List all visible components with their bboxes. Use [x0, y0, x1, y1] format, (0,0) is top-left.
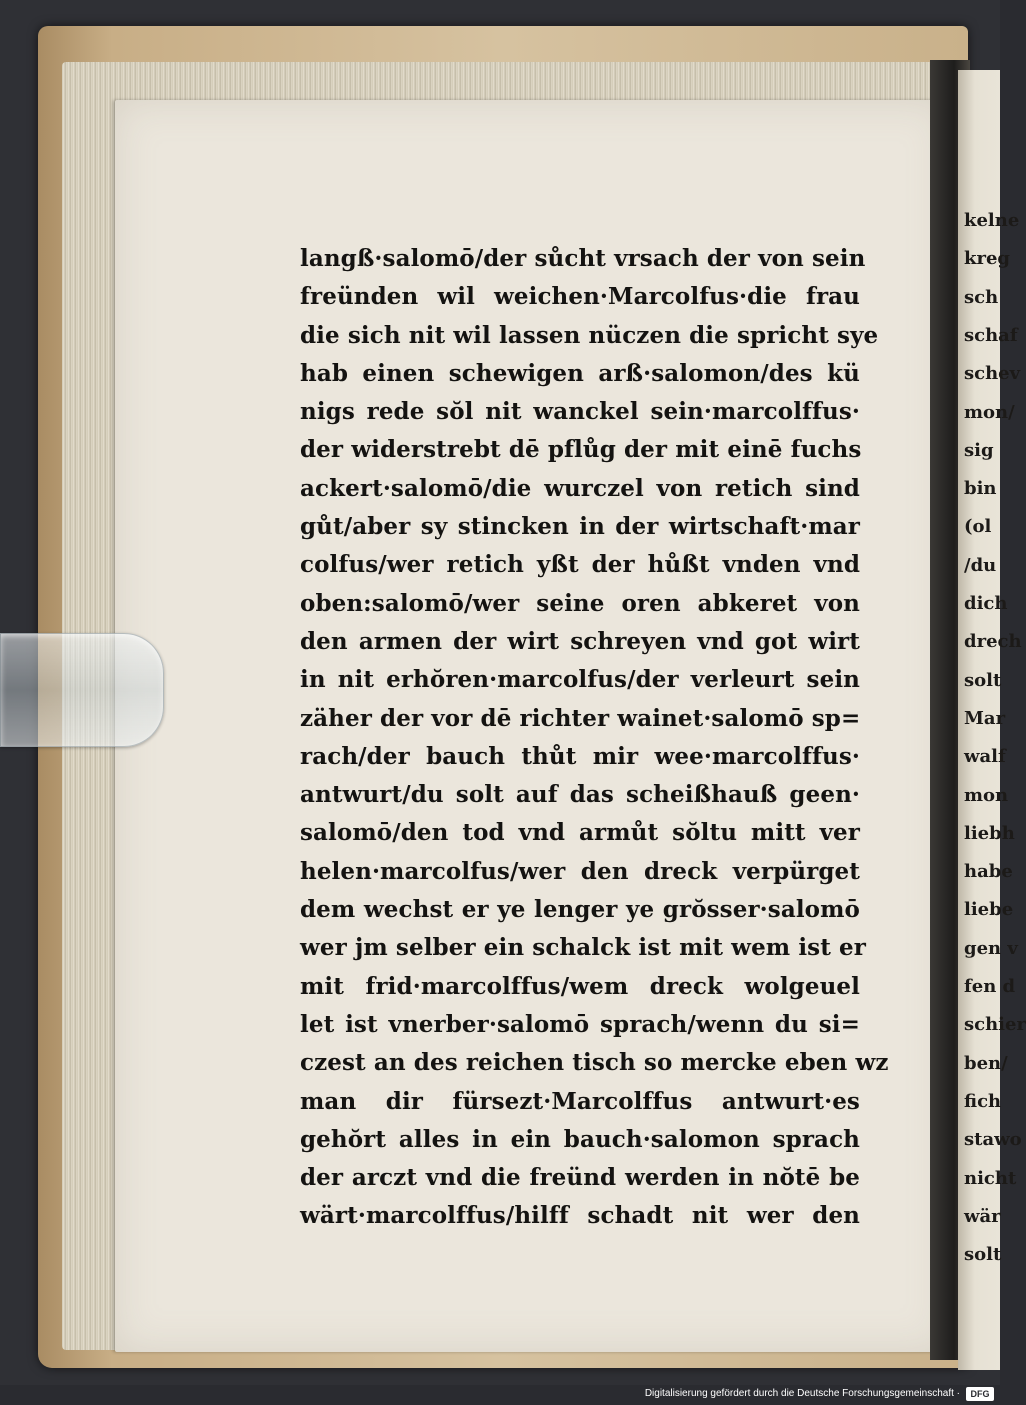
- right-page-fragment: solt: [964, 1244, 1002, 1266]
- right-page-fragment: fich: [964, 1090, 1002, 1112]
- text-line: antwurt/du solt auf das scheißhauß geen·: [300, 781, 860, 809]
- right-page-fragment: walf: [964, 746, 1006, 768]
- text-line: in nit erhŏren·marcolfus/der verleurt sein: [300, 666, 860, 694]
- text-line: let ist vnerber·salomō sprach/wenn du si=: [300, 1010, 860, 1038]
- right-page-fragment: liebh: [964, 822, 1015, 844]
- text-line: ackert·salomō/die wurczel von retich sind: [300, 474, 860, 502]
- right-page-fragment: dich: [964, 593, 1008, 614]
- right-page-fragment: drech: [964, 631, 1022, 653]
- text-line: rach/der bauch thůt mir wee·marcolffus·: [300, 742, 860, 770]
- text-line: nigs rede sŏl nit wanckel sein·marcolffus·: [300, 398, 860, 426]
- text-line: langß·salomō/der sůcht vrsach der von sein: [300, 245, 866, 272]
- right-page-fragment: habe: [964, 861, 1013, 883]
- text-line: mit frid·marcolffus/wem dreck wolgeuel: [300, 972, 860, 1000]
- text-line: gůt/aber sy stincken in der wirtschaft·mar: [300, 513, 860, 541]
- right-page-fragment: stawo: [964, 1129, 1022, 1151]
- text-line: wärt·marcolffus/hilff schadt nit wer den: [300, 1202, 860, 1230]
- text-line: salomō/den tod vnd armůt sŏltu mitt ver: [300, 819, 860, 847]
- right-page-fragment: mon/: [964, 401, 1015, 423]
- right-page-fragment: wär: [964, 1205, 1001, 1227]
- text-line: dem wechst er ye lenger ye grŏsser·salomō: [300, 896, 860, 924]
- page-clip: [0, 633, 164, 747]
- right-page-fragment: fen d: [964, 976, 1016, 997]
- right-page-fragment: sch: [964, 286, 999, 308]
- right-page-fragment: gen v: [964, 937, 1018, 959]
- right-page-fragment: ben/: [964, 1052, 1008, 1074]
- text-line: zäher der vor dē richter wainet·salomō sp=: [300, 704, 861, 732]
- text-line: wer jm selber ein schalck ist mit wem ist er: [300, 934, 867, 962]
- dfg-logo: DFG: [966, 1387, 994, 1401]
- text-line: helen·marcolfus/wer den dreck verpürget: [300, 857, 860, 885]
- right-page-fragment: /du: [964, 554, 997, 576]
- right-page-fragment: Mar: [964, 707, 1006, 729]
- right-page-fragment: mon: [964, 784, 1009, 806]
- text-line: der widerstrebt dē pflůg der mit einē fuchs: [300, 436, 862, 464]
- text-line: oben:salomō/wer seine oren abkeret von: [300, 589, 860, 617]
- text-line: man dir fürsezt·Marcolffus antwurt·es: [300, 1087, 860, 1115]
- right-page: [958, 70, 1026, 1370]
- right-page-fragment: sig: [964, 439, 994, 461]
- right-page-fragment: (ol: [964, 516, 992, 538]
- text-line: colfus/wer retich yßt der hůßt vnden vnd: [300, 551, 860, 579]
- text-line: der arczt vnd die freünd werden in nŏtē be: [300, 1164, 860, 1192]
- text-line: den armen der wirt schreyen vnd got wirt: [300, 627, 860, 655]
- right-page-fragment: schev: [964, 363, 1021, 385]
- right-page-fragment: kreg: [964, 248, 1010, 270]
- text-line: freünden wil weichen·Marcolfus·die frau: [300, 283, 860, 311]
- right-page-fragment: kelne: [964, 210, 1020, 231]
- right-page-fragment: schier: [964, 1014, 1026, 1036]
- digitization-credit: Digitalisierung gefördert durch die Deutsche Forschungsgemeinschaft ·: [644, 1388, 960, 1399]
- text-line: gehŏrt alles in ein bauch·salomon sprach: [300, 1125, 860, 1153]
- text-line: die sich nit wil lassen nüczen die spricht sye: [300, 321, 879, 349]
- right-page-fragment: nicht: [964, 1167, 1017, 1189]
- right-page-fragment: liebe: [964, 899, 1014, 921]
- text-block: [300, 240, 889, 1236]
- text-line: czest an des reichen tisch so mercke eben wz: [300, 1049, 889, 1077]
- right-page-fragment: schaf: [964, 324, 1018, 346]
- right-page-fragment: solt: [964, 669, 1002, 691]
- text-line: hab einen schewigen arß·salomon/des kü: [300, 359, 860, 387]
- right-page-fragment: bin: [964, 478, 997, 500]
